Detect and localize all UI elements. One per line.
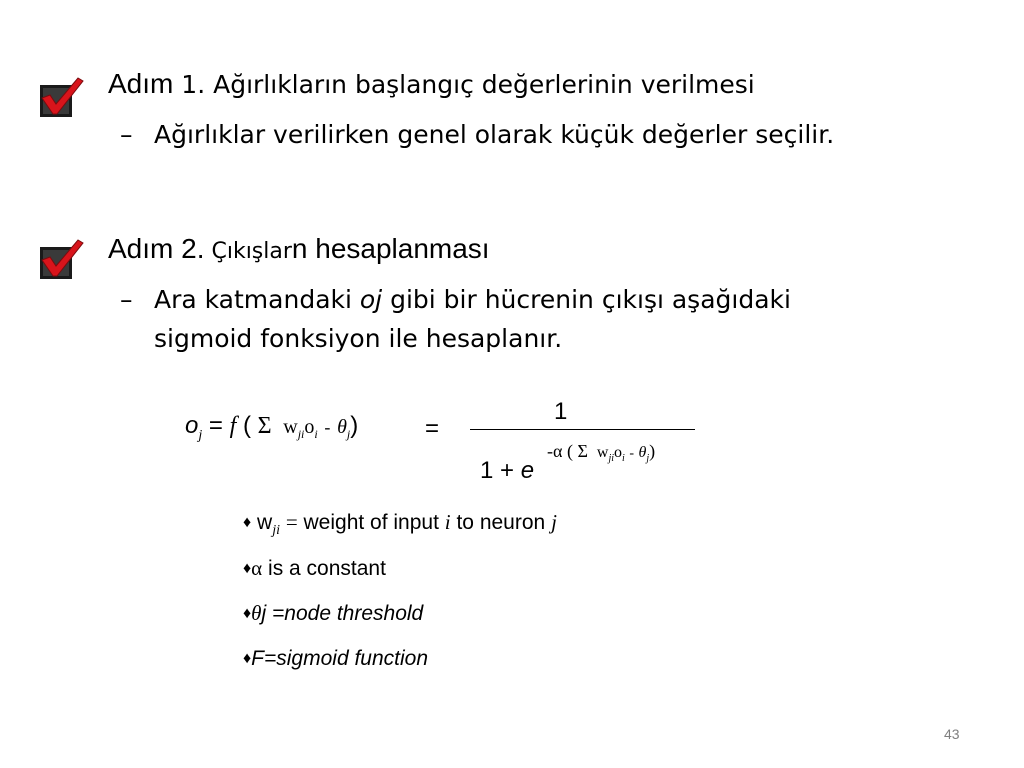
step-2-heading: Adım 2. Çıkışlarn hesaplanması [108,233,490,264]
legend-item-threshold: ♦θj =node threshold [243,601,424,625]
diamond-bullet-icon: ♦ [243,560,252,577]
exponent: -α ( Σ $w_{ji}o_i - \theta_j$) [547,441,656,465]
legend-item-function: ♦F=sigmoid function [243,647,429,670]
bullet-dash: – [120,285,133,314]
diamond-bullet-icon: ♦ [243,514,252,531]
diamond-bullet-icon: ♦ [243,605,252,622]
step-2-bullet: Ara katmandaki oj gibi bir hücrenin çıkışı aşağıdaki [154,285,791,314]
step-2-bullet-line-2: sigmoid fonksiyon ile hesaplanır. [154,324,563,353]
diamond-bullet-icon: ♦ [243,650,252,667]
fraction-bar [470,429,695,430]
fraction-numerator: 1 [554,398,568,425]
bullet-dash: – [120,120,133,149]
fraction-denominator: 1 + e [480,457,535,484]
checked-checkbox-icon [38,76,84,118]
legend-item-alpha: ♦α is a constant [243,556,386,580]
page-number: 43 [944,726,960,742]
formula-equals: = [425,415,440,442]
formula-lhs: $o_j = f$ ( Σ $w_{ji}o_i - \theta_j$) [185,412,359,443]
step-1-bullet: Ağırlıklar verilirken genel olarak küçük değerler seçilir. [154,120,835,149]
checked-checkbox-icon [38,238,84,280]
legend-item-weight: ♦ $w_{ji}$ = weight of input i to neuron j [243,510,557,539]
step-1-heading: Adım 1. Ağırlıkların başlangıç değerlerinin verilmesi [108,68,755,99]
